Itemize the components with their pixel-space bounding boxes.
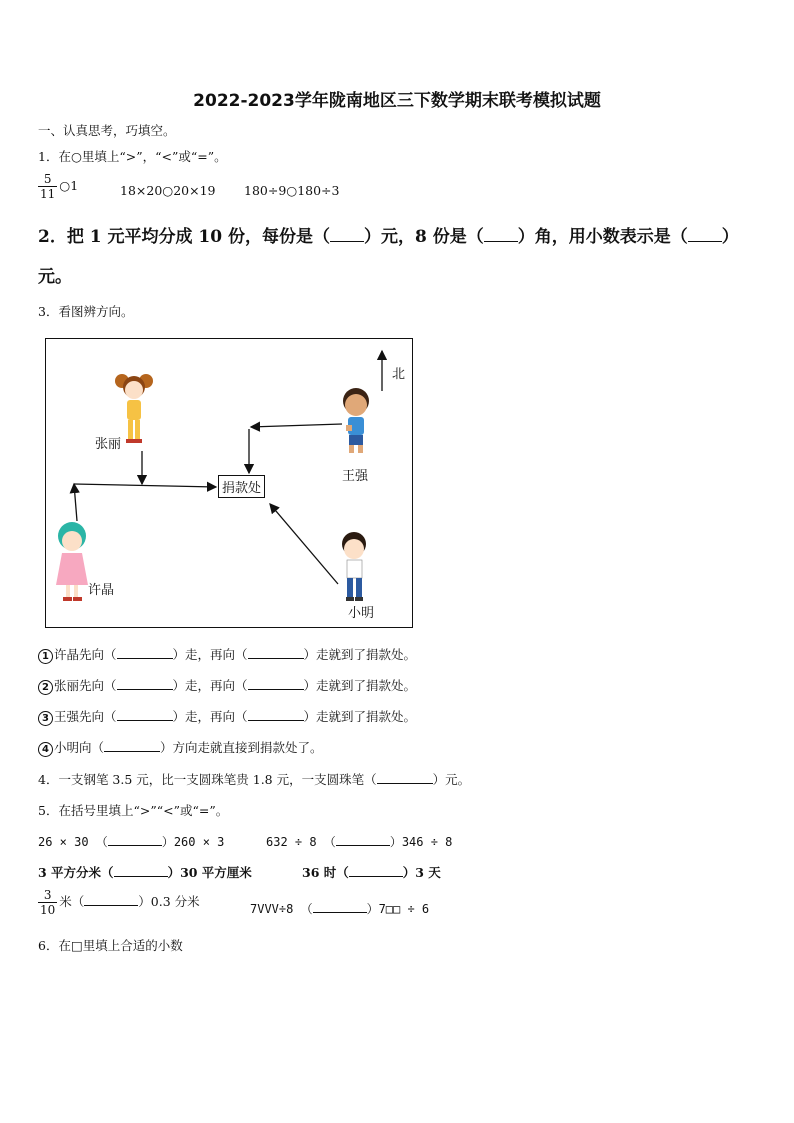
question-6-text: 6．在□里填上合适的小数 [38, 938, 183, 953]
answer-blank[interactable] [349, 865, 403, 877]
page-title: 2022-2023学年陇南地区三下数学期末联考模拟试题 [193, 91, 601, 111]
q5-row3-item1: $\frac{3}{10}$ 米（ ）0.3 分米 [40, 888, 200, 917]
answer-blank[interactable] [330, 230, 364, 242]
section-heading: 一、认真思考，巧填空。 [38, 123, 176, 138]
question-1-items [38, 172, 78, 201]
subquestion-2: 2 张丽先向（ ）走，再向（ ）走就到了捐款处。 [38, 676, 416, 695]
answer-blank[interactable] [117, 647, 173, 659]
answer-blank[interactable] [104, 740, 160, 752]
answer-blank[interactable] [484, 230, 518, 242]
xujing-figure [56, 522, 88, 601]
answer-blank[interactable] [688, 230, 722, 242]
q5-row2-item2: 36 时（ ）3 天 [302, 865, 441, 880]
xujing-label: 许晶 [88, 583, 115, 598]
zhangli-label: 张丽 [95, 437, 122, 452]
subquestion-4: 4 小明向（ ）方向走就直接到捐款处了。 [38, 738, 323, 757]
answer-blank[interactable] [108, 834, 162, 846]
answer-blank[interactable] [114, 865, 168, 877]
xujing-arrow-east [74, 484, 216, 487]
q5-row1-item2: 632 ÷ 8 （ ）346 ÷ 8 [266, 835, 453, 849]
question-2-continued: 元。 [38, 267, 72, 287]
compare-item-3: 180÷9○180÷3 [244, 183, 340, 198]
question-1-text: 1．在○里填上“>”，“<”或“=”。 [38, 149, 227, 164]
fraction: $\frac{3}{10}$ [40, 888, 56, 917]
answer-blank[interactable] [248, 709, 304, 721]
xiaoming-figure [342, 532, 366, 601]
question-2-text: 2．把 1 元平均分成 10 份，每份是（ ）元，8 份是（ ）角，用小数表示是（ ） [38, 227, 739, 247]
answer-blank[interactable] [248, 647, 304, 659]
answer-blank[interactable] [313, 901, 367, 913]
q5-row1-item1: 26 × 30 （ ）260 × 3 [38, 835, 225, 849]
q5-row3-item2: 7VVV÷8 （ ）7□□ ÷ 6 [250, 902, 430, 916]
answer-blank[interactable] [84, 894, 138, 906]
subquestion-1: 1 许晶先向（ ）走，再向（ ）走就到了捐款处。 [38, 645, 416, 664]
wangqiang-label: 王强 [342, 469, 369, 484]
answer-blank[interactable] [117, 678, 173, 690]
fraction: $\frac{5}{11}$ [40, 172, 56, 201]
question-5-text: 5．在括号里填上“>”“<”或“=”。 [38, 803, 229, 818]
xujing-arrow-up [74, 484, 77, 521]
answer-blank[interactable] [336, 834, 390, 846]
question-4-text: 4．一支钢笔 3.5 元，比一支圆珠笔贵 1.8 元，一支圆珠笔（ ）元。 [38, 772, 471, 787]
answer-blank[interactable] [377, 772, 433, 784]
answer-blank[interactable] [248, 678, 304, 690]
donation-point-box: 捐款处 [218, 475, 265, 498]
wangqiang-arrow-west [251, 424, 342, 427]
question-3-text: 3．看图辨方向。 [38, 304, 134, 319]
subquestion-3: 3 王强先向（ ）走，再向（ ）走就到了捐款处。 [38, 707, 416, 726]
xiaoming-label: 小明 [348, 606, 375, 621]
north-label: 北 [392, 367, 406, 382]
q5-row2-item1: 3 平方分米（ ）30 平方厘米 [38, 865, 252, 880]
answer-blank[interactable] [117, 709, 173, 721]
direction-diagram [45, 338, 413, 628]
compare-item-2: 18×20○20×19 [120, 183, 216, 198]
xiaoming-arrow [270, 504, 338, 584]
compare-item-1: ○1 [59, 178, 79, 193]
wangqiang-figure [343, 388, 369, 453]
